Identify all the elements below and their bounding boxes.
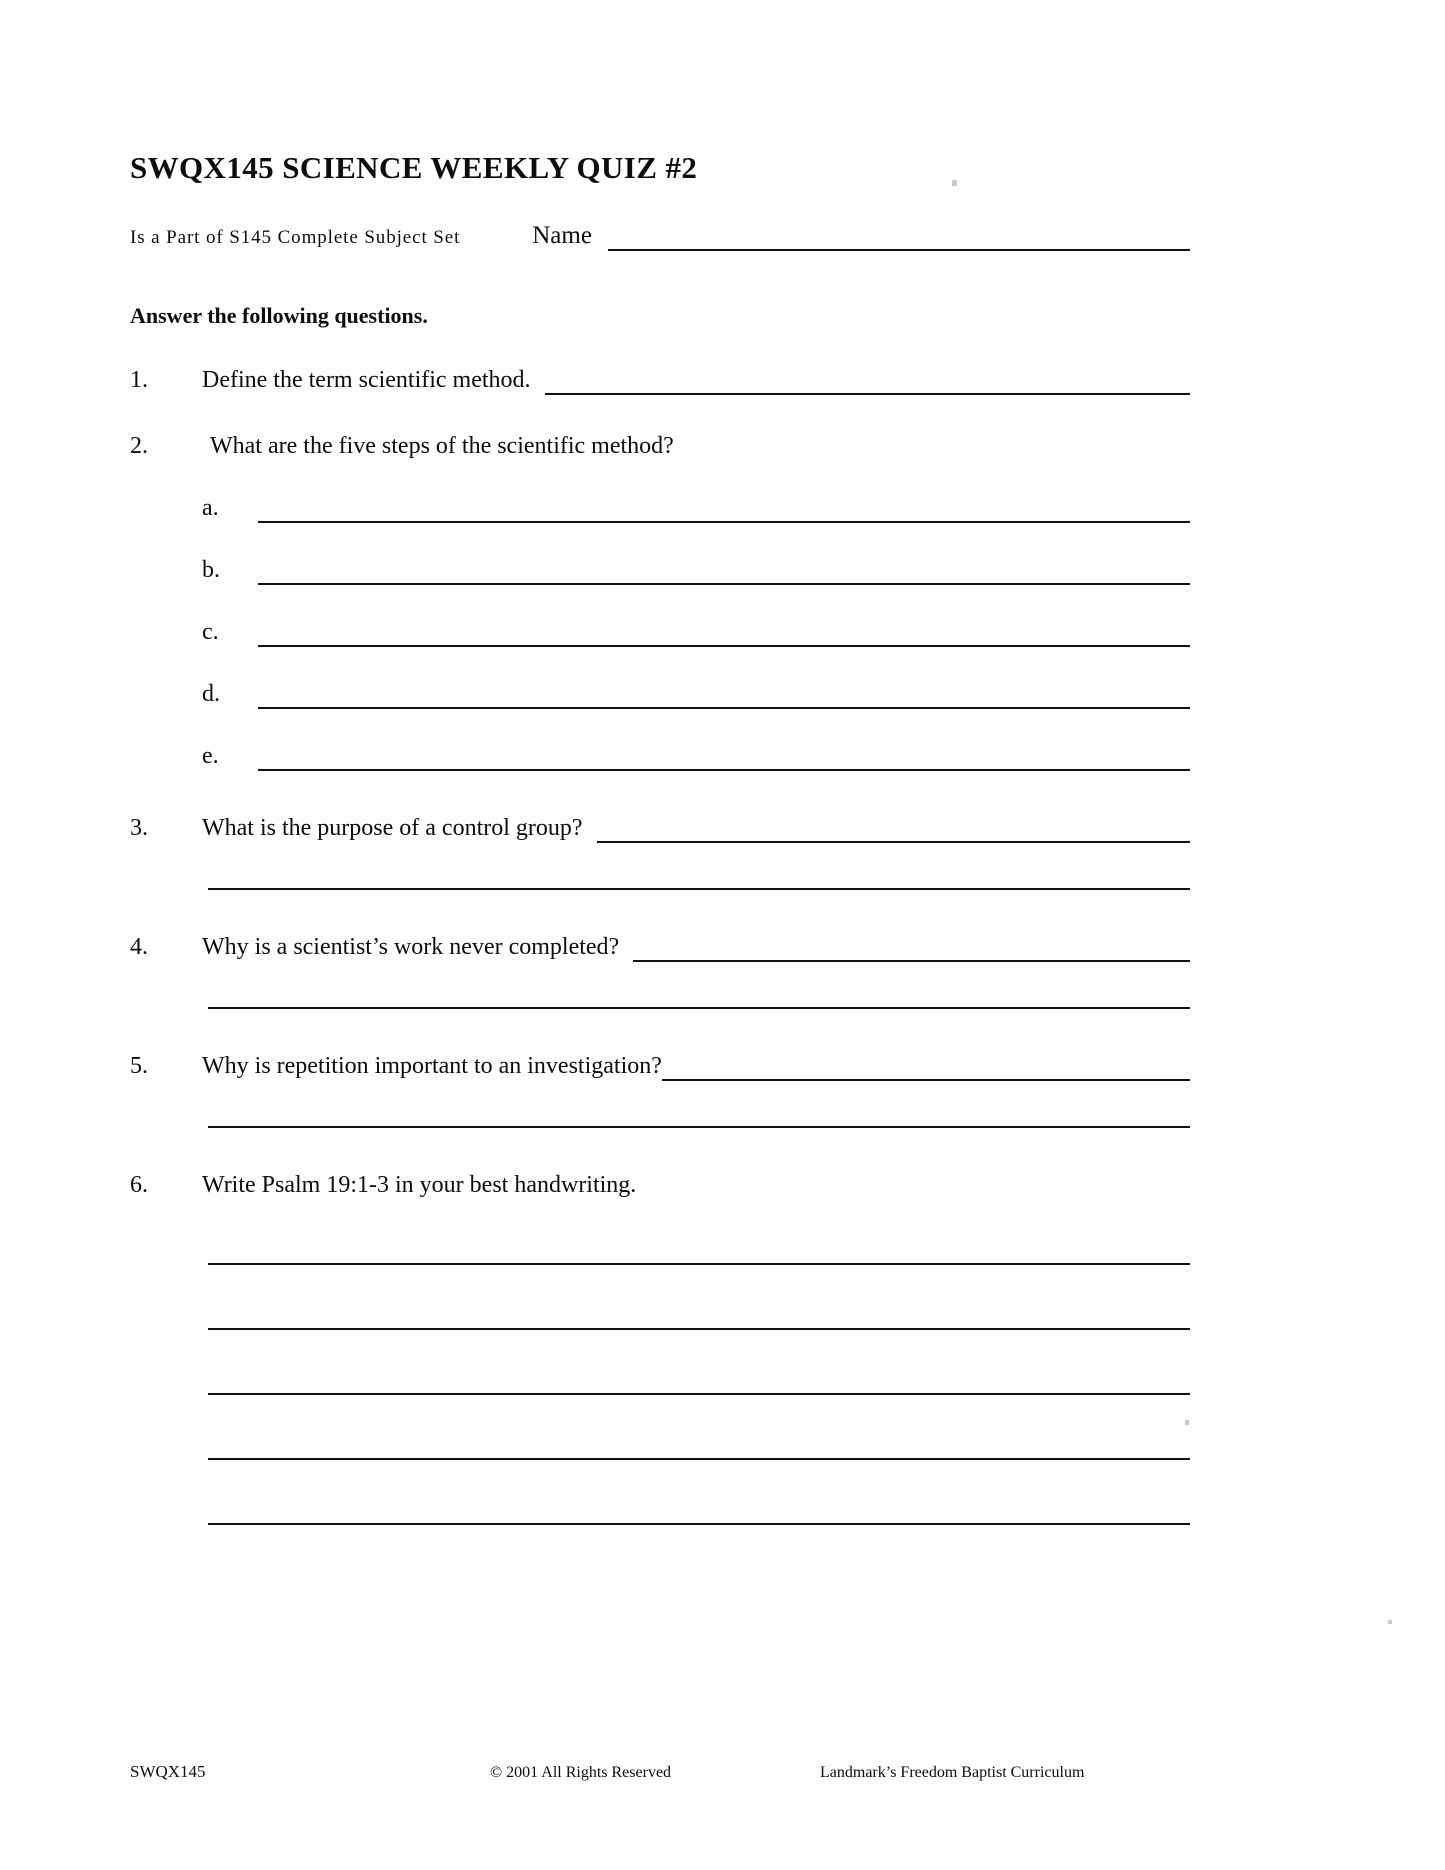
subheader-row (130, 222, 1190, 251)
answer-line[interactable] (662, 1061, 1190, 1081)
question-text: Write Psalm 19:1-3 in your best handwriting. (202, 1172, 637, 1198)
footer-publisher: Landmark’s Freedom Baptist Curriculum (820, 1764, 1085, 1781)
sub-item-e (202, 743, 1190, 771)
answer-line[interactable] (258, 505, 1190, 523)
answer-line[interactable] (545, 375, 1190, 395)
sub-item-letter: c. (202, 619, 219, 645)
question-1 (130, 367, 1190, 395)
question-4 (130, 934, 1190, 962)
instruction-heading: Answer the following questions. (130, 303, 428, 328)
sub-item-letter: d. (202, 681, 220, 707)
answer-line[interactable] (258, 567, 1190, 585)
question-text: Define the term scientific method. (202, 367, 531, 393)
footer-copyright: © 2001 All Rights Reserved (490, 1764, 672, 1781)
scan-speck (1185, 1420, 1189, 1425)
answer-line[interactable] (208, 1392, 1190, 1395)
sub-item-letter: b. (202, 557, 220, 583)
answer-line[interactable] (208, 1262, 1190, 1265)
handwriting-lines (208, 1262, 1190, 1525)
answer-line[interactable] (208, 1522, 1190, 1525)
answer-line[interactable] (597, 823, 1190, 843)
scan-speck (1388, 1620, 1392, 1624)
sub-item-d (202, 681, 1190, 709)
question-text: Why is repetition important to an investigation? (202, 1053, 662, 1079)
question-number: 4. (130, 934, 148, 960)
name-field-group (532, 222, 1190, 251)
scan-speck (952, 180, 957, 186)
question-text: Why is a scientist’s work never completed? (202, 934, 620, 960)
answer-line[interactable] (208, 1327, 1190, 1330)
sub-item-letter: a. (202, 495, 219, 521)
footer-code: SWQX145 (130, 1762, 206, 1781)
name-label: Name (532, 222, 592, 249)
answer-line-continuation[interactable] (208, 1006, 1190, 1009)
worksheet-body (130, 150, 1190, 1525)
question-text: What is the purpose of a control group? (202, 815, 583, 841)
question-2 (130, 433, 1190, 461)
sub-item-b (202, 557, 1190, 585)
question-number: 2. (130, 433, 148, 459)
question-number: 3. (130, 815, 148, 841)
question-number: 5. (130, 1053, 148, 1079)
question-text: What are the five steps of the scientific method? (210, 433, 674, 459)
name-input-line[interactable] (608, 229, 1190, 251)
question-3 (130, 815, 1190, 843)
answer-line[interactable] (633, 942, 1190, 962)
question-number: 1. (130, 367, 148, 393)
answer-line[interactable] (258, 753, 1190, 771)
answer-line[interactable] (208, 1457, 1190, 1460)
page-footer (130, 1762, 1190, 1782)
sub-item-a (202, 495, 1190, 523)
answer-line-continuation[interactable] (208, 1125, 1190, 1128)
sub-item-letter: e. (202, 743, 219, 769)
page-title: SWQX145 SCIENCE WEEKLY QUIZ #2 (130, 150, 698, 185)
question-6 (130, 1172, 1190, 1200)
question-5 (130, 1053, 1190, 1081)
sub-item-c (202, 619, 1190, 647)
answer-line[interactable] (258, 629, 1190, 647)
answer-line[interactable] (258, 691, 1190, 709)
question-number: 6. (130, 1172, 148, 1198)
answer-line-continuation[interactable] (208, 887, 1190, 890)
subject-set-label: Is a Part of S145 Complete Subject Set (130, 227, 461, 248)
